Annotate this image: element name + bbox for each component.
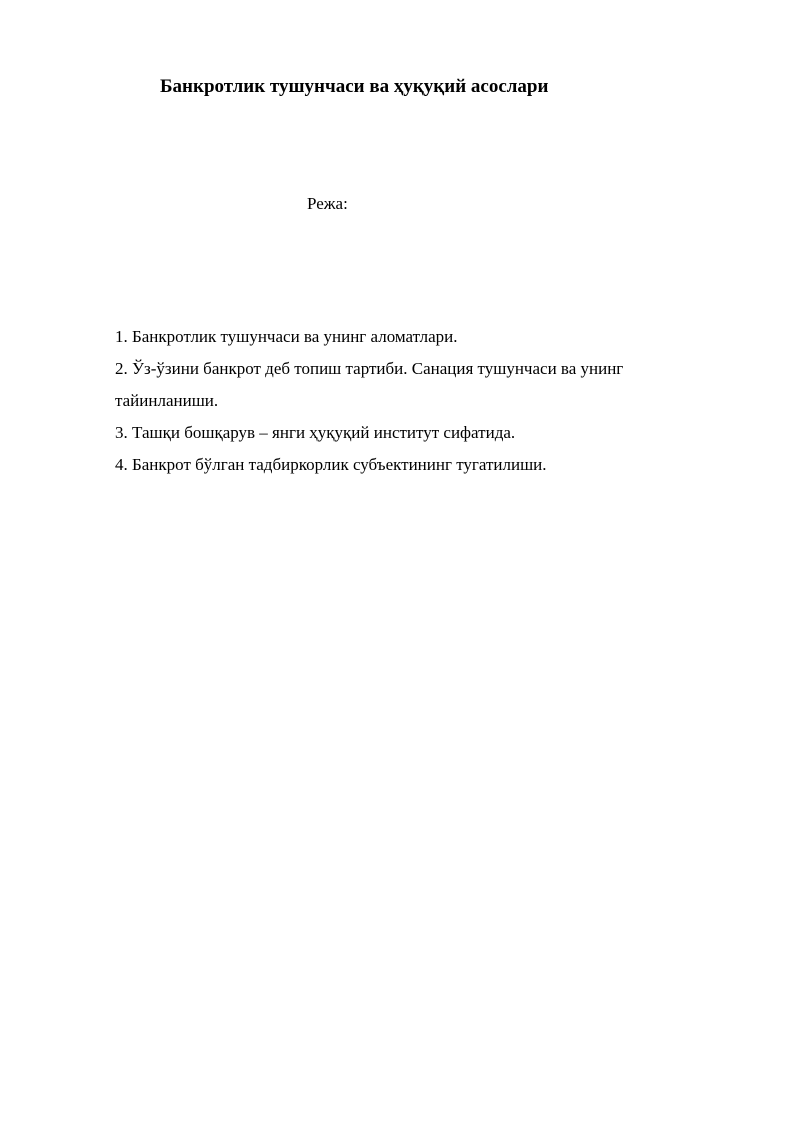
document-title: Банкротлик тушунчаси ва ҳуқуқий асослари (160, 76, 549, 97)
plan-item-3: 3. Ташқи бошқарув – янги ҳуқуқий институт сифатида. (115, 423, 516, 442)
plan-item-1: 1. Банкротлик тушунчаси ва унинг аломатлари. (115, 327, 458, 346)
plan-list (115, 321, 695, 481)
plan-heading: Режа: (307, 194, 348, 213)
plan-item-2: 2. Ўз-ўзини банкрот деб топиш тартиби. Санация тушунчаси ва унинг тайинланиши. (115, 359, 624, 410)
plan-item-4: 4. Банкрот бўлган тадбиркорлик субъектининг тугатилиши. (115, 455, 547, 474)
